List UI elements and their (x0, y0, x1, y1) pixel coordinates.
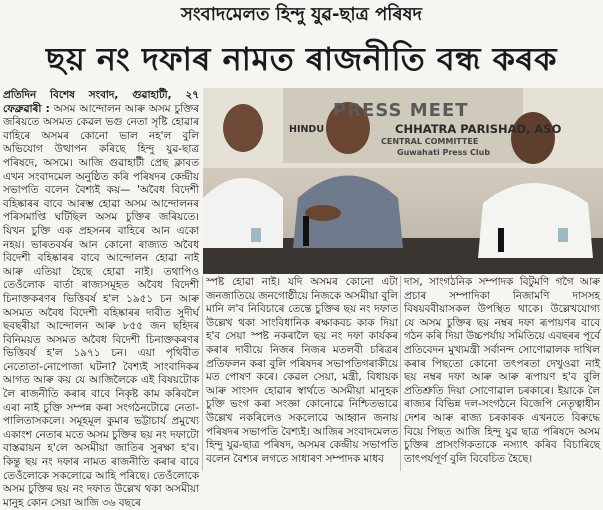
banner-press-club: Guwahati Press Club (397, 148, 491, 157)
column-rule (400, 276, 401, 471)
article-column-3-text: দাস, সাংগঠনিক সম্পাদক বিটুমণি গগৈ আৰু প্ৰচাৰ সম্পাদিকা নিজামণি দাসসহ বিষয়ববীয়াসকল উপস্থিত থাকে। উল্লেখযোগ্য যে অসম চুক্তিৰ ছয় নম্বৰ দফা ৰূপায়ণৰ বাবে গঠন কৰি দিয়া উচ্চপৰ্যায় সমিতিয়ে এবছৰৰ পূৰ্বে প্ৰতিবেদন মুখ্যমন্ত্ৰী সৰ্বানন্দ সোণোৱালক দাখিল কৰাৰ পিছতো কোনো তৎপৰতা দেখুওৱা নাই ছয় নম্বৰ দফা আৰু আৰু ৰূপায়ণ হ'ব বুলি প্ৰতিশ্ৰুতি দিয়া সোণোৱাল চৰকাৰে। ইয়াকে লৈ ৰাজ্যৰ বিভিন্ন দল-সংগঠনে বিজেপি নেতৃত্বাধীন দেশৰ আৰু ৰাজ্য চৰকাৰক এখনতে বিৰুদ্ধে বিয়ে পিছত আজি হিন্দু যুৱ ছাত্ৰ পৰিষদে অসম চুক্তিৰ প্ৰাসংগিকতাকে নস্যাৎ কৰিব বিচাৰিছে তাৎপৰ্যপূৰ্ণ বুলি বিবেচিত হৈছে। (404, 276, 601, 465)
article-kicker: সংবাদমেলত হিন্দু যুৱ-ছাত্ৰ পৰিষদ (181, 4, 422, 25)
article-dateline: প্ৰতিদিন বিশেষ সংবাদ, গুৱাহাটী, ২৭ ফেব্ৰুৱাৰী : (3, 89, 199, 115)
banner-council: CENTRAL COMMITTEE (381, 137, 479, 146)
press-meet-photo (203, 88, 603, 274)
article-column-2 (206, 276, 398, 471)
column-rule (202, 276, 203, 471)
article-column-2-text: স্পষ্ট হোৱা নাই। যদি অসমৰ কোনো এটা জনজাতিয়ে জনগোষ্ঠীয়ে নিজকে অসমীয়া বুলি মানি ল'ব নিবিচাৰে তেন্তে চুক্তিৰ ছয় নং দফাত উল্লেখ থকা সাংবিধানিক ৰক্ষাকবচ কাক দিয়া হ'ব সেয়া স্পষ্ট নকৰালৈ ছয় নং দফা কাৰ্যকৰ কৰাৰ দাবীয়ে নিজৰ নিজৰ মতলবী চৰিত্ৰৰ প্ৰতিফলন কৰা বুলি পৰিষদৰ সভাপতিগৰাকীয়ে মত পোষণ কৰে। কেৱল সেয়া, মন্ত্ৰী, বিধায়ক আৰু সাংসদ হোৱাৰ স্বাৰ্থতে অসমীয়া মানুহক চুক্তি ভংগ কৰা সংজ্ঞা কোনোৱে নিশ্চিতভাৱে উল্লেখ নকৰিলেও সকলোৱে আহ্বান জনায় পৰিষদৰ সভাপতি বৈশ্যই। আজিৰ সংবাদমেলত হিন্দু যুৱ-ছাত্ৰ পৰিষদ, অসমৰ কেন্দ্ৰীয় সভাপতি বলেন বৈশ্যৰ লগতে সাধাৰণ সম্পাদক মাধব (206, 276, 398, 465)
article-column-1 (3, 89, 199, 509)
banner-press-meet: PRESS MEET (333, 100, 469, 121)
article-headline: ছয় নং দফাৰ নামত ৰাজনীতি বন্ধ কৰক (46, 40, 557, 78)
banner-hindu: HINDU (289, 124, 325, 135)
article-column-3 (404, 276, 600, 471)
banner-chhatra: CHHATRA PARISHAD, ASO (395, 122, 562, 136)
article-column-1-text: অসম আন্দোলন আৰু অসম চুক্তিৰ জৰিয়তে অসমত কেৱল ভগু নেতা সৃষ্টি হোৱাৰ বাহিৰে অসমৰ কোনো ভাল নহ'ল বুলি অভিযোগ উত্থাপন কৰিছে হিন্দু যুৱ-ছাত্ৰ পৰিষদে, অসমে। আজি গুৱাহাটী প্ৰেছ ক্লাবত এখন সংবাদমেল অনুষ্ঠিত কৰি পৰিষদৰ কেন্দ্ৰীয় সভাপতি বলেন বৈশ্যই কয়— 'অবৈধ বিদেশী বহিষ্কাৰৰ বাবে আৰম্ভ হোৱা অসম আন্দোলনৰ পৰিসমাপ্তি ঘটিছিল অসম চুক্তিৰ জৰিয়তে। যিখন চুক্তি এক প্ৰহসনৰ বাহিৰে আন একো নহয়। ভাৰতবৰ্ষৰ আন কোনো ৰাজ্যত অবৈধ বিদেশী বহিষ্কাৰৰ বাবে আন্দোলন হোৱা নাই আৰু এতিয়া হৈছে হোৱা নাই। তথাপিও তেওঁলোক বাৰ্তা ৰাজ্যসমূহত অবৈধ বিদেশী চিনাক্তকৰণৰ ভিত্তিবৰ্ষ হ'ল ১৯৫১ চন আৰু অসমত অবৈধ বিদেশী বহিষ্কাৰৰ দাবীত সুদীৰ্ঘ ছবছৰীয়া আন্দোলন আৰু ৮৫৫ জন ছহিদৰ বিনিময়ত অসমত অবৈধ বিদেশী চিনাক্তকৰণৰ ভিত্তিবৰ্ষ হ'ল ১৯৭১ চন। এয়া পৃথিবীত নেতোতা-নোপোজা ঘটনা? বৈশ্যই সাংবাদিকৰ আগত আৰু কয় যে আজিলৈকে এই বিষয়টোক লৈ ৰাজনীতি কৰাৰ বাবে নিকৃষ্ট কাম কৰিবলৈ এৰা নাই চুক্তি সম্পন্ন কৰা সংগঠনটোৱে নেতা-পালিতাসকলে। সমূহমূল কুমাৰ ভট্টাচাৰ্য প্ৰমুখ্যে একাংশ নেতাৰ মতে অসম চুক্তিৰ ছয় নং দফাটো বাস্তৱায়ন হ'লে অসমীয়া জাতিৰ সুৰক্ষা হ'ব। কিন্তু ছয় নং দফাৰ নামত ৰাজনীতি কৰাৰ বাবে তেওঁলোকে সকলোৱে আহি পৰিছে। তেওঁলোকে অসম চুক্তিৰ ছয় নং দফাত উল্লেখ থকা অসমীয়া মানুহ কোন সেয়া আজি ৩৬ বছৰে (3, 102, 199, 509)
